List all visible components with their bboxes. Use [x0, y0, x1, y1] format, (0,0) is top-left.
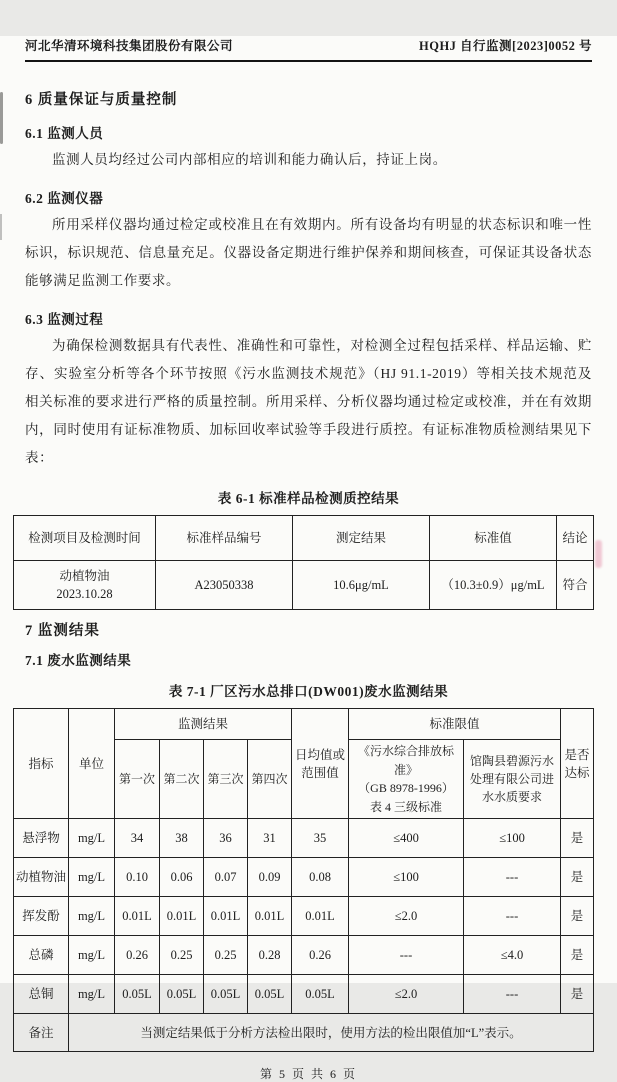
t71-indicator: 总磷 [14, 936, 69, 975]
scan-edge-artifact [0, 92, 3, 144]
doc-number: HQHJ 自行监测[2023]0052 号 [419, 39, 592, 53]
page-number: 第 5 页 共 6 页 [259, 1067, 357, 1082]
t71-unit: mg/L [69, 936, 115, 975]
t71-header-run-4: 第四次 [248, 740, 292, 819]
t71-header-results-group: 监测结果 [115, 709, 292, 740]
table-6-1 [13, 515, 594, 610]
t71-run1: 0.05L [115, 975, 160, 1014]
section-6-2-title: 6.2 监测仪器 [25, 191, 104, 206]
t71-note-label: 备注 [14, 1014, 69, 1052]
t71-compliance: 是 [561, 858, 594, 897]
table-row-volatile-phenol [14, 897, 594, 936]
t71-indicator: 悬浮物 [14, 819, 69, 858]
t71-unit: mg/L [69, 858, 115, 897]
section-6-title: 6 质量保证与质量控制 [25, 92, 178, 108]
section-6-1-title: 6.1 监测人员 [25, 126, 104, 141]
t61-header-item: 检测项目及检测时间 [14, 516, 156, 561]
table-7-1 [13, 708, 594, 1052]
t71-intake-limit: ≤100 [464, 819, 561, 858]
t71-run4: 0.01L [248, 897, 292, 936]
t61-header-result: 测定结果 [293, 516, 430, 561]
t71-note-text: 当测定结果低于分析方法检出限时，使用方法的检出限值加“L”表示。 [69, 1014, 594, 1052]
t71-run3: 36 [204, 819, 248, 858]
t71-header-unit: 单位 [69, 709, 115, 819]
t61-cell-sample-no: A23050338 [156, 561, 293, 610]
t71-run1: 0.26 [115, 936, 160, 975]
t71-run4: 31 [248, 819, 292, 858]
t71-indicator: 动植物油 [14, 858, 69, 897]
t71-indicator: 总铜 [14, 975, 69, 1014]
t71-indicator: 挥发酚 [14, 897, 69, 936]
table-row-total-copper [14, 975, 594, 1014]
t71-intake-limit: --- [464, 897, 561, 936]
t71-gb-limit: ≤2.0 [349, 897, 464, 936]
t71-run1: 0.10 [115, 858, 160, 897]
section-6-3-title: 6.3 监测过程 [25, 312, 104, 327]
t71-daily: 0.26 [292, 936, 349, 975]
t71-header-limits-group: 标准限值 [349, 709, 561, 740]
t71-header-indicator: 指标 [14, 709, 69, 819]
table-row-animal-vegetable-oil [14, 858, 594, 897]
t71-header-compliance: 是否达标 [561, 709, 594, 819]
t71-compliance: 是 [561, 819, 594, 858]
t71-gb-limit: ≤2.0 [349, 975, 464, 1014]
t71-daily: 0.05L [292, 975, 349, 1014]
t71-unit: mg/L [69, 975, 115, 1014]
t71-run4: 0.05L [248, 975, 292, 1014]
t71-intake-limit: --- [464, 858, 561, 897]
t61-cell-standard: （10.3±0.9）μg/mL [430, 561, 557, 610]
scan-pink-artifact [595, 540, 602, 568]
t71-unit: mg/L [69, 819, 115, 858]
header-rule [25, 60, 592, 62]
t71-gb-limit: --- [349, 936, 464, 975]
t71-daily: 35 [292, 819, 349, 858]
table-6-1-data-row [14, 561, 594, 610]
t71-compliance: 是 [561, 897, 594, 936]
table-6-1-caption: 表 6-1 标准样品检测质控结果 [217, 491, 400, 506]
t61-item-date: 2023.10.28 [56, 587, 113, 601]
t71-header-run-3: 第三次 [204, 740, 248, 819]
t71-run1: 0.01L [115, 897, 160, 936]
company-name: 河北华清环境科技集团股份有限公司 [25, 39, 234, 53]
t71-intake-limit: --- [464, 975, 561, 1014]
t71-run3: 0.07 [204, 858, 248, 897]
t71-run2: 0.05L [160, 975, 204, 1014]
t71-header-row-1 [14, 709, 594, 740]
t71-run1: 34 [115, 819, 160, 858]
t71-header-daily: 日均值或范围值 [292, 709, 349, 819]
t71-intake-limit: ≤4.0 [464, 936, 561, 975]
t71-header-intake-standard: 馆陶县碧源污水处理有限公司进水水质要求 [464, 740, 561, 819]
scan-edge-artifact [0, 214, 2, 240]
t71-run3: 0.01L [204, 897, 248, 936]
table-note-row [14, 1014, 594, 1052]
t61-header-standard: 标准值 [430, 516, 557, 561]
t71-run4: 0.09 [248, 858, 292, 897]
t71-daily: 0.01L [292, 897, 349, 936]
section-6-1-paragraph: 监测人员均经过公司内部相应的培训和能力确认后，持证上岗。 [52, 152, 447, 167]
t71-header-gb-standard [349, 740, 464, 819]
t61-cell-item [14, 561, 156, 610]
t61-header-sample-no: 标准样品编号 [156, 516, 293, 561]
t71-gb-limit: ≤400 [349, 819, 464, 858]
t71-gb-line-3: 表 4 三级标准 [370, 799, 443, 814]
section-6-2-paragraph: 所用采样仪器均通过检定或校准且在有效期内。所有设备均有明显的状态标识和唯一性标识，标识规范、信息量充足。仪器设备定期进行维护保养和期间核查，可保证其设备状态能够满足监测工作要求。 [25, 217, 592, 288]
section-7-title: 7 监测结果 [25, 623, 100, 639]
t71-run2: 0.06 [160, 858, 204, 897]
section-6-3-paragraph: 为确保检测数据具有代表性、准确性和可靠性，对检测全过程包括采样、样品运输、贮存、实验室分析等各个环节按照《污水监测技术规范》（HJ 91.1-2019）等相关技术规范及相关标准的要求进行严格的质量控制。所用采样、分析仪器均通过检定或校准，并在有效期内，同时使用有证标准物质、加标回收率试验等手段进行质控。有证标准物质检测结果见下表： [25, 338, 592, 465]
section-7-1-title: 7.1 废水监测结果 [25, 653, 132, 668]
table-row-total-phosphorus [14, 936, 594, 975]
t71-run3: 0.25 [204, 936, 248, 975]
t71-daily: 0.08 [292, 858, 349, 897]
t61-cell-result: 10.6μg/mL [293, 561, 430, 610]
t71-header-run-1: 第一次 [115, 740, 160, 819]
t61-item-name: 动植物油 [59, 568, 110, 583]
t61-cell-conclusion: 符合 [557, 561, 594, 610]
t71-unit: mg/L [69, 897, 115, 936]
t71-gb-line-1: 《污水综合排放标准》 [358, 744, 455, 777]
table-6-1-header-row [14, 516, 594, 561]
t71-gb-limit: ≤100 [349, 858, 464, 897]
document-page [0, 36, 617, 1082]
t71-header-run-2: 第二次 [160, 740, 204, 819]
t71-run2: 38 [160, 819, 204, 858]
t71-compliance: 是 [561, 975, 594, 1014]
t71-gb-line-2: （GB 8978-1996） [358, 781, 454, 796]
t71-compliance: 是 [561, 936, 594, 975]
t61-header-conclusion: 结论 [557, 516, 594, 561]
t71-run2: 0.25 [160, 936, 204, 975]
t71-run4: 0.28 [248, 936, 292, 975]
t71-run2: 0.01L [160, 897, 204, 936]
table-7-1-caption: 表 7-1 厂区污水总排口(DW001)废水监测结果 [168, 684, 449, 699]
doc-header [25, 36, 592, 54]
table-row-suspended-solids [14, 819, 594, 858]
t71-run3: 0.05L [204, 975, 248, 1014]
